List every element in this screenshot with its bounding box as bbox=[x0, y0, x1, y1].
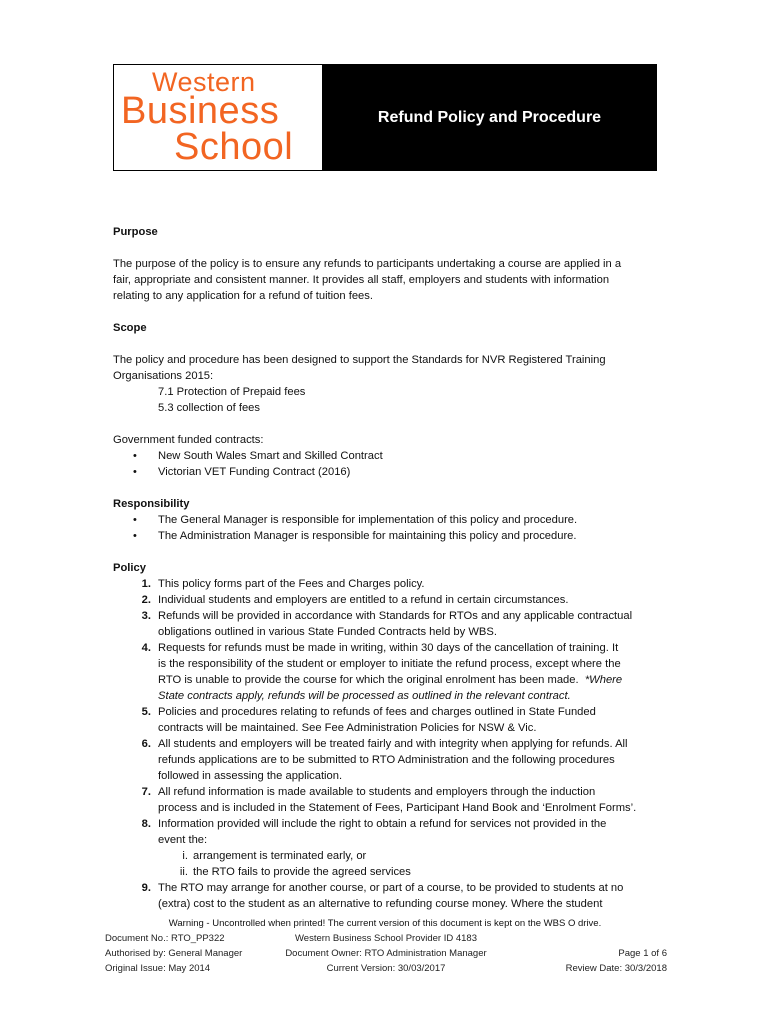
policy-item: 2. Individual students and employers are entitled to a refund in certain circumstances. bbox=[141, 594, 569, 606]
list-item: i. arrangement is terminated early, or bbox=[182, 850, 367, 862]
list-item: • New South Wales Smart and Skilled Contract bbox=[113, 448, 663, 464]
policy-item: 6. All students and employers will be treated fairly and with integrity when applying for refunds. All refunds applications are to be submitted to RTO Administration and the following procedures followed in assessing the application. bbox=[141, 738, 628, 782]
policy-item: 4. Requests for refunds must be made in writing, within 30 days of the cancellation of training. It is the responsibility of the student or employer to initiate the refund process, except where the RTO is unable to provide the course for which the original enrolment has been made. *Where State contracts apply, refunds will be processed as outlined in the relevant contract. bbox=[141, 642, 623, 702]
gov-contracts-list bbox=[113, 448, 663, 480]
scope-standard: 5.3 collection of fees bbox=[158, 402, 260, 414]
authorised-by: Authorised by: General Manager bbox=[105, 948, 243, 959]
list-item: • The Administration Manager is responsible for maintaining this policy and procedure. bbox=[113, 528, 663, 544]
logo-line-school: School bbox=[174, 126, 294, 168]
policy-item: 3. Refunds will be provided in accordance with Standards for RTOs and any applicable contractual obligations outlined in various State Funded Contracts held by WBS. bbox=[141, 610, 633, 638]
document-number: Document No.: RTO_PP322 bbox=[105, 933, 225, 944]
logo-line-business: Business bbox=[121, 90, 280, 132]
policy-item: 1. This policy forms part of the Fees and Charges policy. bbox=[141, 578, 425, 590]
policy-sub-list bbox=[158, 848, 663, 880]
document-body bbox=[113, 224, 663, 912]
purpose-line: relating to any application for a refund of tuition fees. bbox=[113, 290, 373, 302]
responsibility-heading: Responsibility bbox=[113, 498, 190, 510]
policy-heading: Policy bbox=[113, 562, 146, 574]
policy-list bbox=[113, 576, 663, 912]
gov-contracts-heading: Government funded contracts: bbox=[113, 434, 264, 446]
policy-item: 8. Information provided will include the right to obtain a refund for services not provided in the event the: i. arrangement is terminated early, or ii. the RTO fails to provide the agreed services bbox=[113, 816, 663, 880]
document-title: Refund Policy and Procedure bbox=[377, 108, 602, 126]
purpose-heading: Purpose bbox=[113, 226, 158, 238]
document-header bbox=[113, 64, 657, 171]
purpose-line: The purpose of the policy is to ensure any refunds to participants undertaking a course are applied in a bbox=[113, 258, 622, 270]
original-issue: Original Issue: May 2014 bbox=[105, 963, 211, 974]
scope-line: Organisations 2015: bbox=[113, 370, 214, 382]
list-item: • The General Manager is responsible for implementation of this policy and procedure. bbox=[113, 512, 663, 528]
policy-item: 5. Policies and procedures relating to refunds of fees and charges outlined in State Funded contracts will be maintained. See Fee Administration Policies for NSW & Vic. bbox=[141, 706, 596, 734]
responsibility-list bbox=[113, 512, 663, 544]
scope-heading: Scope bbox=[113, 322, 147, 334]
list-item: • Victorian VET Funding Contract (2016) bbox=[113, 464, 663, 480]
logo-line-western: Western bbox=[152, 67, 256, 97]
page-number: Page 1 of 6 bbox=[618, 948, 667, 959]
title-box bbox=[323, 65, 656, 170]
current-version: Current Version: 30/03/2017 bbox=[326, 963, 446, 974]
scope-line: The policy and procedure has been designed to support the Standards for NVR Registered Training bbox=[113, 354, 606, 366]
policy-item: 9. The RTO may arrange for another course, or part of a course, to be provided to students at no (extra) cost to the student as an alternative to refunding course money. Where the student bbox=[141, 882, 624, 910]
scope-standard: 7.1 Protection of Prepaid fees bbox=[158, 386, 306, 398]
document-owner: Document Owner: RTO Administration Manager bbox=[285, 948, 487, 959]
company-logo bbox=[114, 65, 323, 170]
review-date: Review Date: 30/3/2018 bbox=[565, 963, 667, 974]
uncontrolled-warning: Warning - Uncontrolled when printed! The current version of this document is kept on the WBS O drive. bbox=[168, 918, 602, 929]
purpose-line: fair, appropriate and consistent manner. It provides all staff, employers and students with information bbox=[113, 274, 610, 286]
list-item: ii. the RTO fails to provide the agreed services bbox=[179, 866, 411, 878]
provider-id: Western Business School Provider ID 4183 bbox=[295, 933, 477, 944]
policy-item: 7. All refund information is made available to students and employers through the induction process and is included in the Statement of Fees, Participant Hand Book and ‘Enrolment Forms’. bbox=[141, 786, 637, 814]
